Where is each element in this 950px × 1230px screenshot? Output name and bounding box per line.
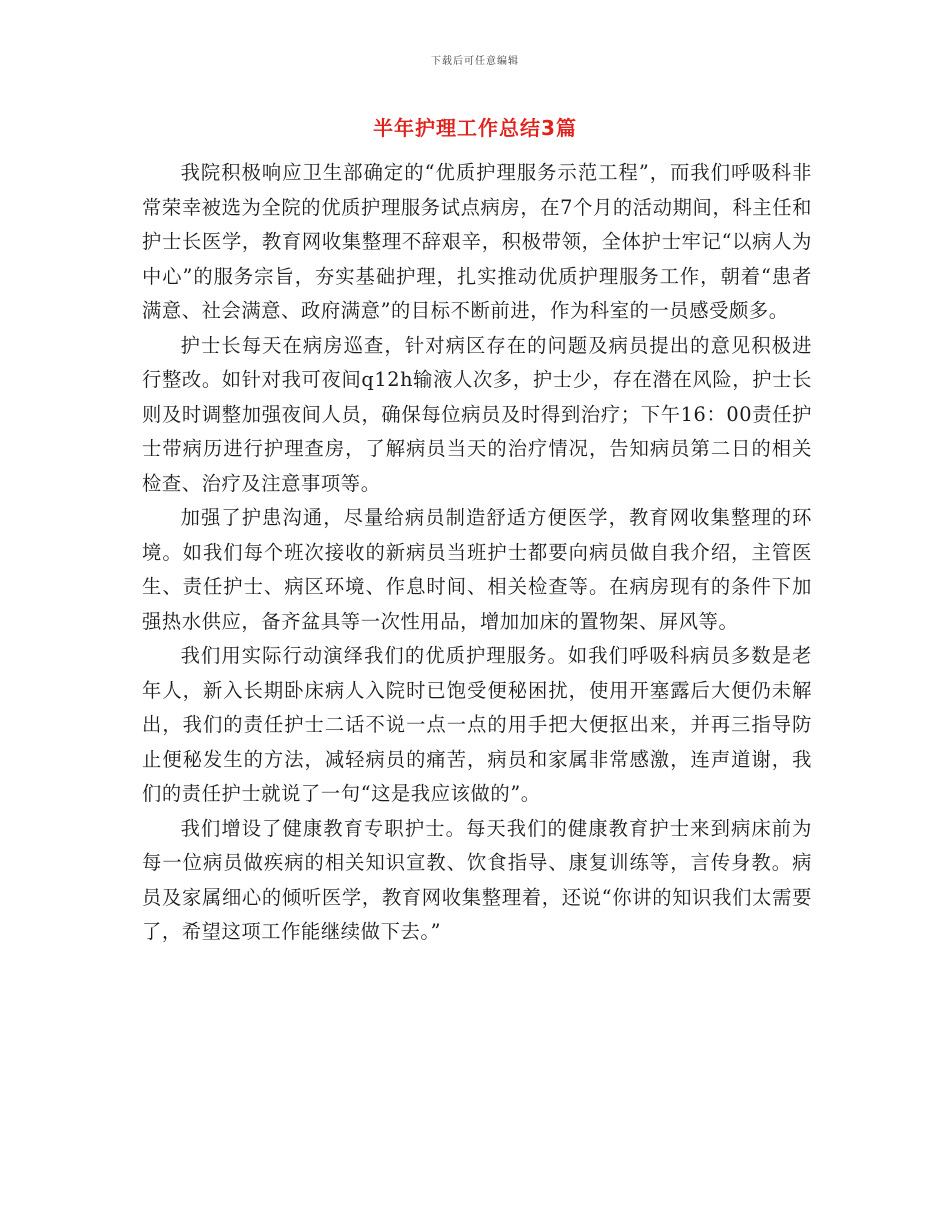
paragraph-1: 我院积极响应卫生部确定的“优质护理服务示范工程”，而我们呼吸科非常荣幸被选为全院的优质护理服务试点病房，在7个月的活动期间，科主任和护士长医学，教育网收集整理不辞艰辛，积极带领，全体护士牢记“以病人为中心”的服务宗旨，夯实基础护理，扎实推动优质护理服务工作，朝着“患者满意、社会满意、政府满意”的目标不断前进，作为科室的一员感受颇多。 — [142, 161, 812, 322]
paragraph-5: 我们增设了健康教育专职护士。每天我们的健康教育护士来到病床前为每一位病员做疾病的相关知识宣教、饮食指导、康复训练等，言传身教。病员及家属细心的倾听医学，教育网收集整理着，还说“你讲的知识我们太需要了，希望这项工作能继续做下去。” — [142, 816, 812, 943]
paragraph-2: 护士长每天在病房巡查，针对病区存在的问题及病员提出的意见积极进行整改。如针对我可夜间q12h输液人次多，护士少，存在潜在风险，护士长则及时调整加强夜间人员，确保每位病员及时得到治疗；下午16：00责任护士带病历进行护理查房，了解病员当天的治疗情况，告知病员第二日的相关检查、治疗及注意事项等。 — [142, 333, 812, 495]
header-note: 下载后可任意编辑 — [431, 56, 519, 67]
document-title: 半年护理工作总结3篇 — [373, 116, 577, 140]
paragraph-3: 加强了护患沟通，尽量给病员制造舒适方便医学，教育网收集整理的环境。如我们每个班次接收的新病员当班护士都要向病员做自我介绍，主管医生、责任护士、病区环境、作息时间、相关检查等。在病房现有的条件下加强热水供应，备齐盆具等一次性用品，增加加床的置物架、屏风等。 — [142, 506, 812, 633]
document-body — [142, 156, 812, 950]
paragraph-4: 我们用实际行动演绎我们的优质护理服务。如我们呼吸科病员多数是老年人，新入长期卧床病人入院时已饱受便秘困扰，使用开塞露后大便仍未解出，我们的责任护士二话不说一点一点的用手把大便抠出来，并再三指导防止便秘发生的方法，减轻病员的痛苦，病员和家属非常感激，连声道谢，我们的责任护士就说了一句“这是我应该做的”。 — [142, 644, 812, 805]
